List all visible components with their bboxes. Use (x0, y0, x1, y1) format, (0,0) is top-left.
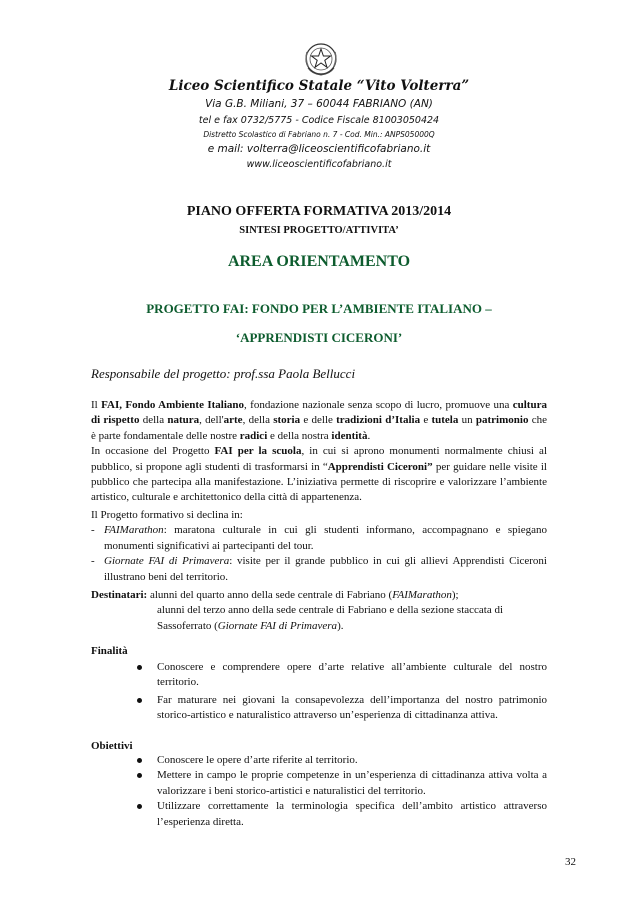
intro-paragraph: Il FAI, Fondo Ambiente Italiano, fondazione nazionale senza scopo di lucro, promuove una cultura di rispetto della natura, dell'arte, della storia e delle tradizioni d’Italia e tutela un patrimonio che è parte fondamentale delle nostre radici e della nostra identità. In occasione del Progetto FAI per la scuola, in cui si aprono monumenti normalmente chiusi al pubblico, si propone agli studenti di trasformarsi in “Apprendisti Ciceroni” per guidare nelle visite il pubblico che partecipa alla manifestazione. L’iniziativa permette di riscoprire e valorizzare l’ambiente artistico, culturale e architettonico della città di appartenenza. (91, 399, 547, 504)
project-responsible: Responsabile del progetto: prof.ssa Paola Bellucci (91, 366, 356, 381)
school-email: e mail: volterra@liceoscientificofabriano.it (207, 143, 431, 155)
list-item: Far maturare nei giovani la consapevolezza dell’importanza del nostro patrimonio storico-artistico e naturalistico attraverso un’esperienza di cittadinanza attiva. (157, 693, 547, 724)
school-address: Via G.B. Miliani, 37 – 60044 FABRIANO (AN) (205, 98, 433, 110)
italian-republic-emblem-icon (303, 40, 339, 78)
finalita-list (157, 660, 547, 724)
bullet-icon (137, 698, 142, 703)
page-number: 32 (565, 856, 576, 868)
list-item: - FAIMarathon: maratona culturale in cui gli studenti informano, accompagnano e spiegano monumenti significativi ai partecipanti del tour. (91, 524, 547, 552)
document-title: PIANO OFFERTA FORMATIVA 2013/2014 (186, 204, 452, 219)
school-district: Distretto Scolastico di Fabriano n. 7 - Cod. Min.: ANPS05000Q (203, 130, 435, 139)
bullet-icon (137, 804, 142, 809)
recipients-section: Destinatari: alunni del quarto anno della sede centrale di Fabriano (FAIMarathon); alunni del terzo anno della sede centrale di Fabriano e della sezione staccata di Sassoferrato (Giornate FAI di Primavera). (91, 589, 504, 632)
bullet-icon (137, 758, 142, 763)
list-item: Mettere in campo le proprie competenze in un’esperienza di cittadinanza attiva volta a valorizzare i beni storico-artistici e naturalistici del territorio. (157, 768, 547, 799)
list-item: Conoscere e comprendere opere d’arte relative all’ambiente culturale del nostro territorio. (157, 660, 547, 691)
list-item: Conoscere le opere d’arte riferite al territorio. (157, 753, 547, 768)
obiettivi-heading: Obiettivi (91, 740, 133, 752)
obiettivi-list (157, 753, 547, 830)
school-phone: tel e fax 0732/5775 - Codice Fiscale 81003050424 (198, 115, 440, 126)
area-heading: AREA ORIENTAMENTO (227, 253, 411, 270)
project-title-line1: PROGETTO FAI: FONDO PER L’AMBIENTE ITALIANO – (146, 301, 492, 316)
recipients-label: Destinatari: (91, 589, 148, 601)
school-website: www.liceoscientificofabriano.it (246, 159, 392, 170)
document-subtitle: SINTESI PROGETTO/ATTIVITA’ (239, 225, 399, 236)
school-name: Liceo Scientifico Statale “Vito Volterra” (168, 78, 470, 94)
list-item: Utilizzare correttamente la terminologia specifica dell’ambito artistico attraverso l’esperienza diretta. (157, 799, 547, 830)
formative-project-section (91, 508, 547, 585)
bullet-icon (137, 665, 142, 670)
bullet-icon (137, 773, 142, 778)
project-title-line2: ‘APPRENDISTI CICERONI’ (235, 330, 403, 345)
formative-intro: Il Progetto formativo si declina in: (91, 509, 243, 521)
finalita-heading: Finalità (91, 645, 128, 657)
list-item: - Giornate FAI di Primavera: visite per il grande pubblico in cui gli allievi Apprendisti Ciceroni illustrano beni del territorio. (91, 555, 547, 583)
